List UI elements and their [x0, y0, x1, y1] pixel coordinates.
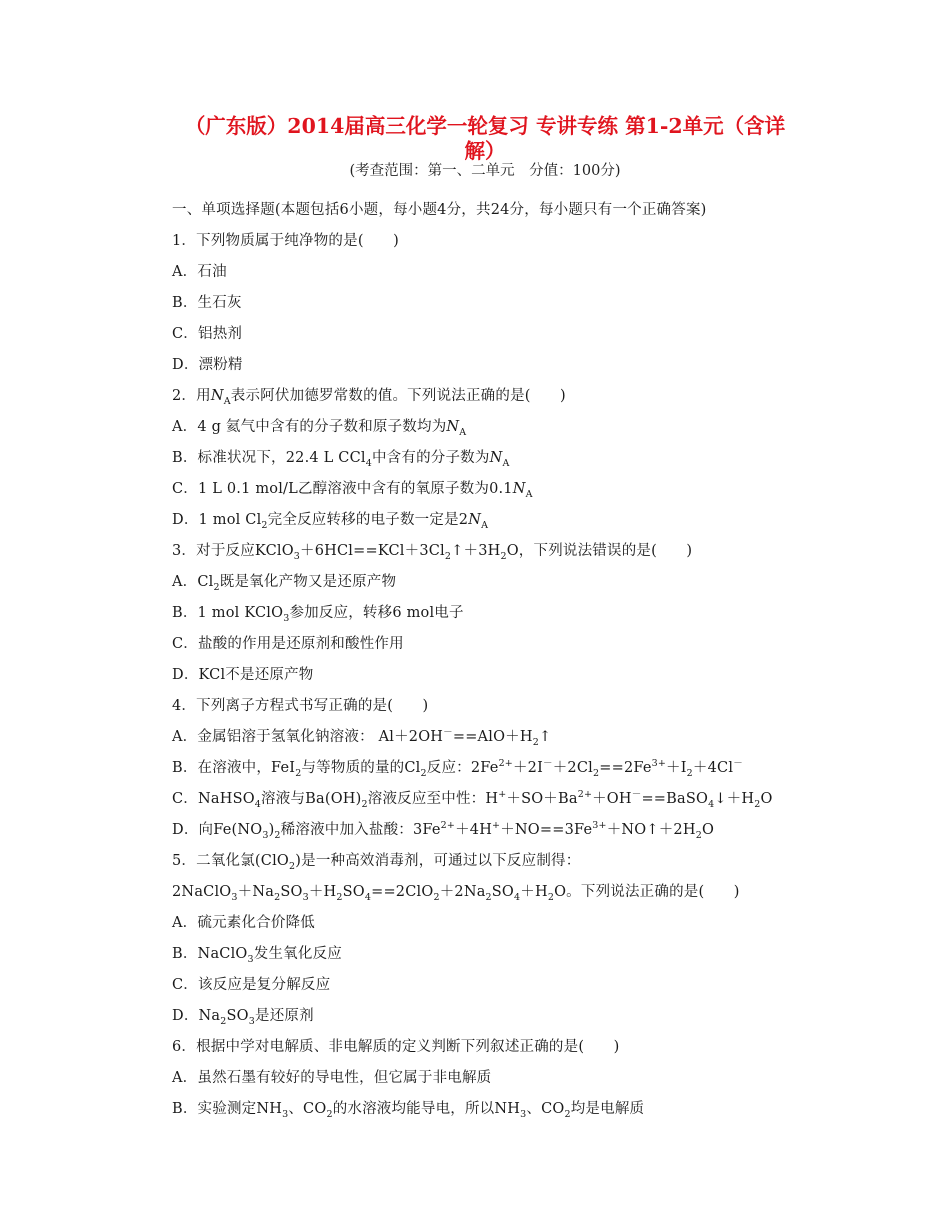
- exam-scope-subtitle: (考查范围：第一、二单元 分值：100分): [349, 163, 621, 179]
- question-1-option-c: C．铝热剂: [172, 326, 243, 342]
- question-6-stem: 6．根据中学对电解质、非电解质的定义判断下列叙述正确的是( ): [172, 1039, 620, 1055]
- question-5-option-a: A．硫元素化合价降低: [172, 915, 315, 931]
- question-6-option-b: B．实验测定$NH_3$、$CO_2$的水溶液均能导电，所以$NH_3$、$CO_2$均是电解质: [172, 1101, 645, 1120]
- question-list: [172, 198, 822, 1128]
- title-line-1: （广东版）2014届高三化学一轮复习 专讲专练 第1-2单元（含详: [184, 114, 786, 138]
- question-2-option-b: B．标准状况下，22.4 L CCl$_4$中含有的分子数为$N_A$: [172, 450, 510, 469]
- question-3-stem: 3．对于反应$KClO_3+6HCl==KCl+3Cl_2↑+3H_2O$，下列说法错误的是( ): [172, 543, 693, 562]
- question-5-stem: 5．二氧化氯(ClO$_2$)是一种高效消毒剂，可通过以下反应制得：: [172, 853, 581, 872]
- question-5-option-b: B．NaClO$_3$发生氧化反应: [172, 946, 342, 965]
- question-3-option-b: B．1 mol KClO$_3$参加反应，转移6 mol电子: [172, 605, 464, 624]
- question-1-option-d: D．漂粉精: [172, 357, 243, 373]
- question-1-stem: 1．下列物质属于纯净物的是( ): [172, 233, 399, 249]
- question-2-option-c: C．1 L 0.1 mol/L乙醇溶液中含有的氧原子数为$0.1N_A$: [172, 481, 533, 500]
- question-4-option-a: A．金属铝溶于氢氧化钠溶液： $Al+2OH^-==AlO+H_2↑$: [172, 727, 552, 748]
- question-4-option-c: C．NaHSO$_4$溶液与$Ba(OH)_2$溶液反应至中性：$H^++SO+Ba^{2+}+OH^-==BaSO_4↓+H_2O$: [172, 789, 773, 810]
- question-3-option-c: C．盐酸的作用是还原剂和酸性作用: [172, 636, 404, 652]
- title-line-2: 解）: [464, 139, 506, 163]
- question-3-option-d: D．KCl不是还原产物: [172, 667, 314, 683]
- question-3-option-a: A．$Cl_2$既是氧化产物又是还原产物: [172, 574, 397, 593]
- document-title: [150, 114, 820, 164]
- section-heading: 一、单项选择题(本题包括6小题，每小题4分，共24分，每小题只有一个正确答案): [172, 202, 707, 218]
- question-6-option-a: A．虽然石墨有较好的导电性，但它属于非电解质: [172, 1070, 492, 1086]
- question-4-option-b: B．在溶液中，FeI$_2$与等物质的量的$Cl_2$反应：$2Fe^{2+}+2I^-+2Cl_2==2Fe^{3+}+I_2+4Cl^-$: [172, 758, 743, 779]
- question-5-equation: $2NaClO_3+Na_2SO_3+H_2SO_4==2ClO_2+2Na_2SO_4+H_2O$。下列说法正确的是( ): [172, 884, 740, 903]
- question-2-stem: 2．用$N_A$表示阿伏加德罗常数的值。下列说法正确的是( ): [172, 388, 566, 407]
- question-1-option-a: A．石油: [172, 264, 227, 280]
- question-4-option-d: D．向$Fe(NO_3)_2$稀溶液中加入盐酸：$3Fe^{2+}+4H^++NO==3Fe^{3+}+NO↑+2H_2O$: [172, 820, 715, 841]
- question-5-option-c: C．该反应是复分解反应: [172, 977, 331, 993]
- question-1-option-b: B．生石灰: [172, 295, 242, 311]
- question-2-option-d: D．1 mol $Cl_2$完全反应转移的电子数一定是$2N_A$: [172, 512, 489, 531]
- question-2-option-a: A．4 g 氦气中含有的分子数和原子数均为$N_A$: [172, 419, 467, 438]
- question-5-option-d: D．$Na_2SO_3$是还原剂: [172, 1008, 314, 1027]
- question-4-stem: 4．下列离子方程式书写正确的是( ): [172, 698, 429, 714]
